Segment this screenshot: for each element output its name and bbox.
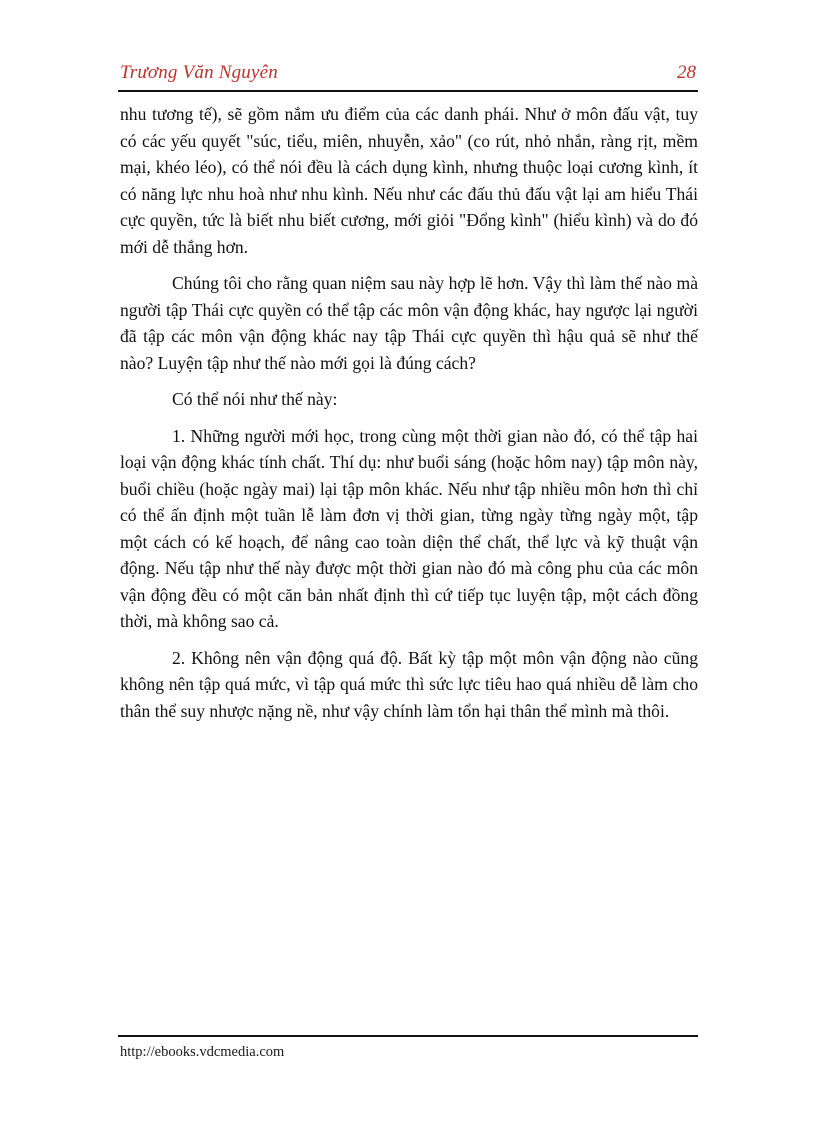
book-author-title: Trương Văn Nguyên [120, 62, 278, 83]
footer-divider [118, 1035, 698, 1037]
page-number: 28 [677, 62, 696, 83]
footer-url: http://ebooks.vdcmedia.com [120, 1044, 285, 1060]
paragraph-numbered-item: 1. Những người mới học, trong cùng một thời gian nào đó, có thể tập hai loại vận động khác tính chất. Thí dụ: như buổi sáng (hoặc hôm nay) tập môn này, buổi chiều (hoặc ngày mai) lại tập môn khác. Nếu như tập nhiều môn hơn thì chỉ có thể ấn định một tuần lễ làm đơn vị thời gian, từng ngày từng ngày một, tập một cách có kế hoạch, để nâng cao toàn diện thể chất, thể lực và kỹ thuật vận động. Nếu tập như thế này được một thời gian nào đó mà công phu của các môn vận động đều có một căn bản nhất định thì cứ tiếp tục luyện tập, một cách đồng thời, mà không sao cả. [120, 425, 698, 631]
paragraph: Chúng tôi cho rằng quan niệm sau này hợp lẽ hơn. Vậy thì làm thế nào mà người tập Thái cực quyền có thể tập các môn vận động khác, hay ngược lại người đã tập các môn vận động khác nay tập Thái cực quyền thì hậu quả sẽ như thế nào? Luyện tập như thế nào mới gọi là đúng cách? [120, 273, 698, 373]
paragraph: Có thể nói như thế này: [172, 389, 338, 409]
page-body [120, 101, 698, 734]
paragraph-numbered-item: 2. Không nên vận động quá độ. Bất kỳ tập một môn vận động nào cũng không nên tập quá mức, vì tập quá mức thì sức lực tiêu hao quá nhiều dễ làm cho thân thể suy nhược nặng nề, như vậy chính làm tổn hại thân thể mình mà thôi. [120, 647, 698, 721]
paragraph-continuation: nhu tương tế), sẽ gồm nắm ưu điểm của các danh phái. Như ở môn đấu vật, tuy có các yếu quyết "súc, tiểu, miên, nhuyễn, xảo" (co rút, nhỏ nhắn, ràng rịt, mềm mại, khéo léo), có thể nói đều là cách dụng kình, nhưng thuộc loại cương kình, ít có năng lực nhu hoà như nhu kình. Nếu như các đấu thủ đấu vật lại am hiểu Thái cực quyền, tức là biết nhu biết cương, mới giỏi "Đổng kình" (hiểu kình) và do đó mới dễ thắng hơn. [120, 104, 698, 257]
page-header [118, 62, 698, 92]
